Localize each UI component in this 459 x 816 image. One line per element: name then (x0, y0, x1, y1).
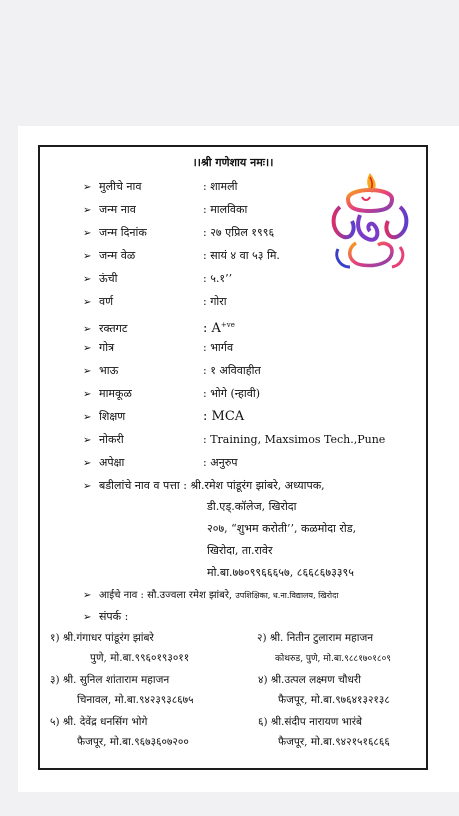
contact-name: ६) श्री.संदीप नारायण भारंबे (258, 716, 363, 728)
contact-address: पुणे, मो.बा.९९६०१९३०११ (90, 652, 190, 664)
detail-row: ➢ ऊंची : ५.१’’ (83, 271, 232, 287)
contact-name: १) श्री.गंगाधर पांडूरंग झांबरे (50, 632, 154, 644)
arrow-bullet-icon: ➢ (83, 182, 92, 193)
contact-name: ३) श्री. सुनिल शांताराम महाजन (50, 674, 170, 686)
detail-row: ➢ गोत्र : भार्गव (83, 340, 233, 356)
contact-address: चिनावल, मो.बा.९४२३९३८६७५ (77, 694, 194, 706)
detail-row: ➢ जन्म दिनांक : २७ एप्रिल १९९६ (83, 225, 274, 241)
father-row: ➢ बडीलांचे नाव व पत्ता : श्री.रमेश पांडूरंग झांबरे, अध्यापक, (83, 478, 325, 494)
father-address-line: खिरोदा, ता.रावेर (207, 544, 273, 557)
arrow-bullet-icon: ➢ (83, 412, 92, 423)
father-address-line: २०७, “शुभम करोती’’, कळमोदा रोड, (207, 522, 357, 535)
contact-heading: ➢ संपर्क : (83, 609, 128, 625)
arrow-bullet-icon: ➢ (83, 590, 92, 601)
contact-name: ५) श्री. देवेंद्र धनसिंग भोगे (50, 716, 148, 728)
arrow-bullet-icon: ➢ (83, 366, 92, 377)
detail-row: ➢ भाऊ : १ अविवाहीत (83, 363, 261, 379)
arrow-bullet-icon: ➢ (83, 343, 92, 354)
contact-address: फैजपूर, मो.बा.९६७३६०७२०० (77, 736, 189, 748)
detail-row: ➢ जन्म वेळ : सायं ४ वा ५३ मि. (83, 248, 280, 264)
page-heading: ।।श्री गणेशाय नमः।। (192, 156, 274, 169)
contact-address: फैजपूर, मो.बा.९४२१५१६८६६ (278, 736, 390, 748)
contact-address: फैजपूर, मो.बा.९७६४१३२१३८ (278, 694, 390, 706)
arrow-bullet-icon: ➢ (83, 435, 92, 446)
arrow-bullet-icon: ➢ (83, 205, 92, 216)
detail-row: ➢ मुलीचे नाव : शामली (83, 179, 237, 195)
father-address-line: डी.एड्.कॉलेज, खिरोदा (207, 500, 297, 513)
arrow-bullet-icon: ➢ (83, 228, 92, 239)
arrow-bullet-icon: ➢ (83, 323, 92, 335)
father-phone-line: मो.बा.७७०९९६६६५७, ८६६८६७३३९५ (207, 566, 354, 579)
arrow-bullet-icon: ➢ (83, 251, 92, 262)
detail-row: ➢ वर्ण : गोरा (83, 294, 227, 310)
detail-row: ➢ मामकूळ : भोगे (न्हावी) (83, 386, 260, 402)
ganesha-logo (326, 167, 412, 275)
detail-row: ➢ रक्तगट : $A^{+ve}$ (83, 320, 235, 336)
blood-group-sup: +ve (220, 321, 235, 329)
page-border (38, 145, 428, 770)
arrow-bullet-icon: ➢ (83, 481, 92, 492)
arrow-bullet-icon: ➢ (83, 297, 92, 308)
contact-name: २) श्री. नितीन टुलाराम महाजन (257, 632, 374, 644)
contact-name: ४) श्री.उत्पल लक्ष्मण चौधरी (258, 674, 361, 686)
biodata-page (18, 126, 459, 792)
detail-row: ➢ नोकरी : Training, Maxsimos Tech.,Pune (83, 432, 385, 448)
mother-row: ➢ आईचे नाव : सौ.उज्वला रमेश झांबरे, उपशिक्षिका, ध.ना.विद्यालय, खिरोदा (83, 590, 339, 601)
contact-address: कोथरुड, पुणे, मो.बा.९८८१७०१८०९ (275, 654, 391, 664)
arrow-bullet-icon: ➢ (83, 274, 92, 285)
detail-row: ➢ जन्म नाव : मालविका (83, 202, 247, 218)
arrow-bullet-icon: ➢ (83, 458, 92, 469)
detail-row: ➢ अपेक्षा : अनुरुप (83, 455, 238, 471)
detail-row: ➢ शिक्षण : MCA (83, 409, 245, 424)
arrow-bullet-icon: ➢ (83, 612, 92, 623)
arrow-bullet-icon: ➢ (83, 389, 92, 400)
